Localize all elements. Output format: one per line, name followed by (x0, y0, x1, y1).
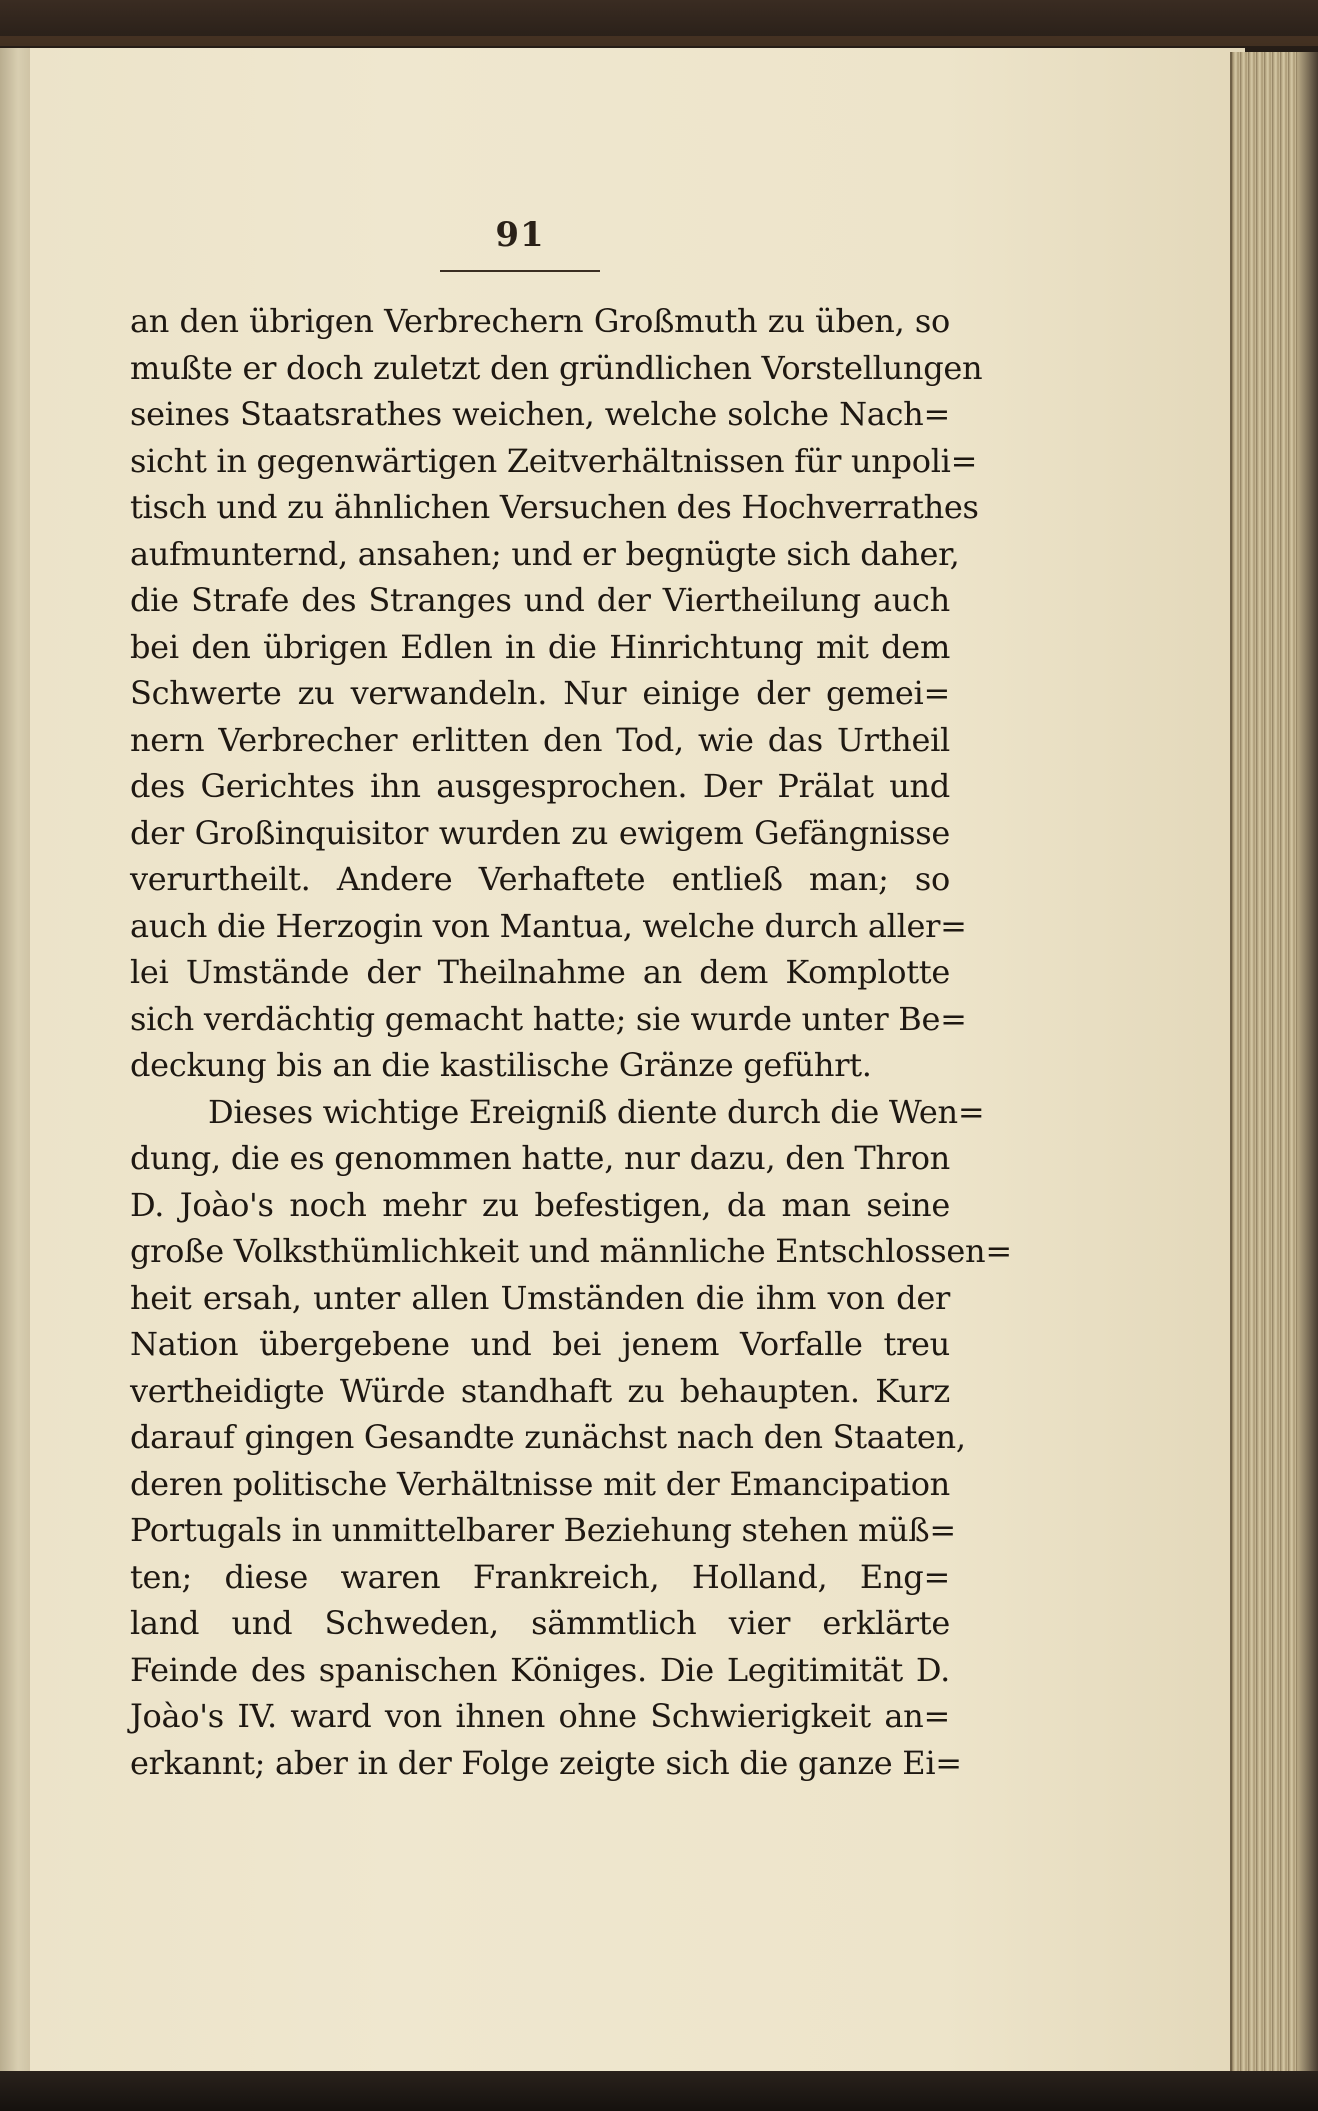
text-line: mußte er doch zuletzt den gründlichen Vorstellungen (130, 348, 983, 387)
body-text (130, 298, 1012, 1786)
text-line: Schwerte zu verwandeln. Nur einige der gemei= (130, 674, 950, 712)
scan-top-border (0, 0, 1318, 52)
header-rule (440, 270, 600, 272)
text-line: tisch und zu ähnlichen Versuchen des Hochverrathes (130, 488, 979, 526)
text-line: Feinde des spanischen Königes. Die Legitimität D. (130, 1650, 950, 1689)
text-line: aufmunternd, ansahen; und er begnügte sich daher, (130, 534, 960, 573)
text-line: Nation übergebene und bei jenem Vorfalle treu (130, 1325, 950, 1363)
text-line: lei Umstände der Theilnahme an dem Komplotte (130, 953, 950, 991)
text-line: D. Joào's noch mehr zu befestigen, da man seine (130, 1185, 950, 1224)
text-line: verurtheilt. Andere Verhaftete entließ man; so (130, 860, 950, 898)
page-number: 91 (495, 215, 545, 255)
text-line: des Gerichtes ihn ausgesprochen. Der Prälat und (130, 767, 950, 805)
text-line: land und Schweden, sämmtlich vier erklärte (130, 1604, 950, 1642)
text-line: sich verdächtig gemacht hatte; sie wurde unter Be= (130, 999, 967, 1038)
text-line: ten; diese waren Frankreich, Holland, Eng= (130, 1557, 950, 1596)
text-line: auch die Herzogin von Mantua, welche durch aller= (130, 906, 967, 945)
text-line: der Großinquisitor wurden zu ewigem Gefängnisse (130, 813, 950, 852)
text-line: nern Verbrecher erlitten den Tod, wie das Urtheil (130, 720, 950, 759)
text-line: seines Staatsrathes weichen, welche solche Nach= (130, 395, 950, 433)
text-line: dung, die es genommen hatte, nur dazu, den Thron (130, 1139, 950, 1177)
page-stack-edges (1230, 52, 1318, 2078)
text-line: erkannt; aber in der Folge zeigte sich die ganze Ei= (130, 1743, 962, 1782)
scan-bottom-border (0, 2071, 1318, 2111)
page-header (440, 215, 600, 255)
text-line: bei den übrigen Edlen in die Hinrichtung mit dem (130, 627, 950, 666)
text-line: vertheidigte Würde standhaft zu behaupten. Kurz (130, 1371, 950, 1410)
text-line: sicht in gegenwärtigen Zeitverhältnissen für unpoli= (130, 441, 978, 480)
text-line: Portugals in unmittelbarer Beziehung stehen müß= (130, 1511, 956, 1549)
text-line: große Volksthümlichkeit und männliche Entschlossen= (130, 1232, 1012, 1270)
text-line: an den übrigen Verbrechern Großmuth zu üben, so (130, 302, 950, 340)
text-line: deren politische Verhältnisse mit der Emancipation (130, 1464, 950, 1503)
paragraph-start-line: Dieses wichtige Ereigniß diente durch die Wen= (208, 1092, 985, 1131)
text-line: Joào's IV. ward von ihnen ohne Schwierigkeit an= (130, 1697, 950, 1735)
paragraph-end-line: deckung bis an die kastilische Gränze geführt. (130, 1046, 872, 1084)
text-line: darauf gingen Gesandte zunächst nach den Staaten, (130, 1418, 966, 1456)
text-line: heit ersah, unter allen Umständen die ihm von der (130, 1278, 950, 1317)
text-line: die Strafe des Stranges und der Viertheilung auch (130, 581, 950, 619)
gutter-left-page-edge (0, 48, 31, 2078)
